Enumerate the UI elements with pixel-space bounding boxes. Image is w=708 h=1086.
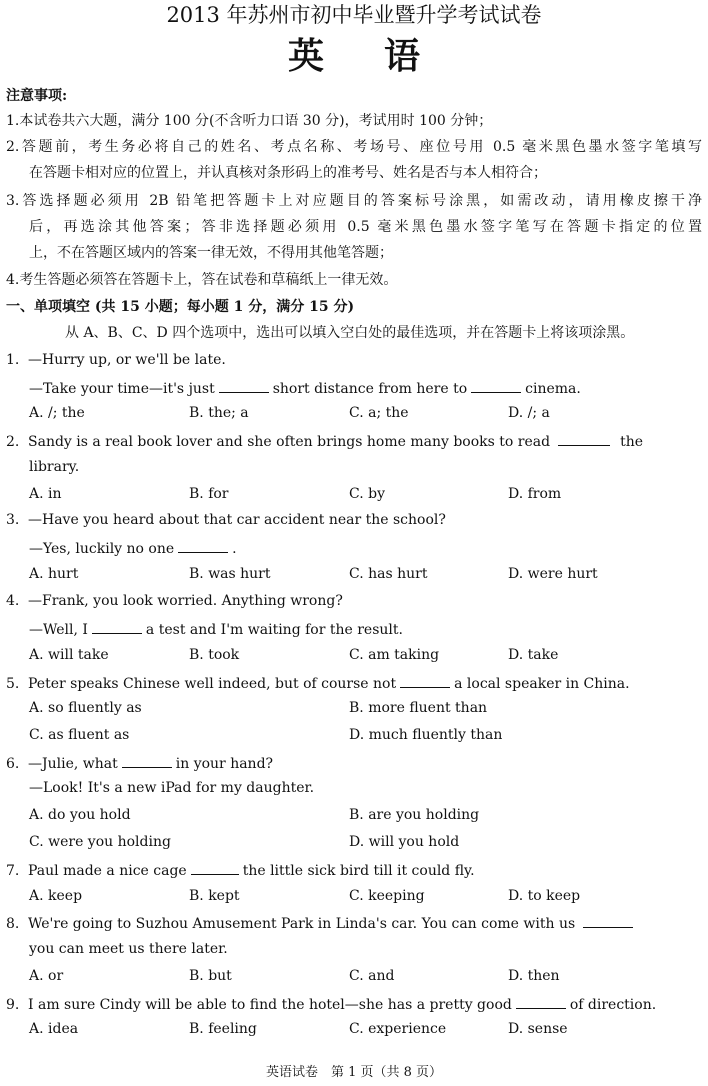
question-text: of direction. xyxy=(569,997,657,1013)
question-text: in your hand? xyxy=(175,756,274,772)
question-text: short distance from here to xyxy=(272,381,468,397)
page-footer: 英语试卷 第 1 页（共 8 页） xyxy=(265,1065,443,1080)
answer-blank xyxy=(219,377,269,393)
option-b: B. took xyxy=(189,647,240,663)
question-text: I am sure Cindy will be able to find the hotel—she has a pretty good xyxy=(28,997,512,1013)
question-number: 6. xyxy=(6,756,20,772)
option-c: C. as fluent as xyxy=(29,727,130,743)
question-text: —Frank, you look worried. Anything wrong? xyxy=(28,593,343,609)
question-number: 2. xyxy=(6,434,20,450)
section-1-title: 一、单项填空 (共 15 小题；每小题 1 分，满分 15 分) xyxy=(6,299,355,315)
question-text: —Well, I xyxy=(29,622,88,638)
option-d: D. take xyxy=(508,647,559,663)
question-text: —Julie, what xyxy=(28,756,118,772)
option-d: D. /; a xyxy=(508,405,550,421)
section-1-instruction: 从 A、B、C、D 四个选项中，选出可以填入空白处的最佳选项，并在答题卡上将该项涂黑。 xyxy=(65,325,635,341)
question-text: the xyxy=(620,434,643,450)
option-b: B. for xyxy=(189,486,229,502)
note-3-line-1: 3.答选择题必须用 2B 铅笔把答题卡上对应题目的答案标号涂黑，如需改动，请用橡皮擦干净 xyxy=(6,193,702,209)
option-a: A. /; the xyxy=(29,405,85,421)
question-number: 8. xyxy=(6,916,20,932)
option-d: D. then xyxy=(508,968,560,984)
option-a: A. idea xyxy=(29,1021,79,1037)
subject-title: 英语 xyxy=(287,35,480,77)
question-7 xyxy=(6,859,702,881)
answer-blank xyxy=(558,430,610,446)
option-a: A. or xyxy=(29,968,64,984)
option-a: A. keep xyxy=(29,888,83,904)
options-row xyxy=(29,1019,702,1039)
option-d: D. were hurt xyxy=(508,566,598,582)
question-number: 1. xyxy=(6,352,20,368)
option-c: C. and xyxy=(349,968,395,984)
question-text: cinema. xyxy=(525,381,581,397)
note-3-line-2: 后，再选涂其他答案；答非选择题必须用 0.5 毫米黑色墨水签字笔写在答题卡指定的位置 xyxy=(29,219,702,235)
question-number: 7. xyxy=(6,863,20,879)
question-text: a local speaker in China. xyxy=(454,676,630,692)
question-1-line-2 xyxy=(29,377,702,399)
option-a: A. do you hold xyxy=(29,807,131,823)
option-b: B. was hurt xyxy=(189,566,271,582)
option-c: C. a; the xyxy=(349,405,409,421)
option-b: B. feeling xyxy=(189,1021,257,1037)
option-a: A. in xyxy=(29,486,62,502)
question-1 xyxy=(6,350,702,370)
option-c: C. experience xyxy=(349,1021,447,1037)
question-text: Sandy is a real book lover and she often brings home many books to read xyxy=(28,434,551,450)
answer-blank xyxy=(92,618,142,634)
option-c: C. keeping xyxy=(349,888,425,904)
question-6 xyxy=(6,752,702,774)
options-row xyxy=(29,725,702,745)
option-d: D. sense xyxy=(508,1021,568,1037)
question-number: 4. xyxy=(6,593,20,609)
option-c: C. by xyxy=(349,486,385,502)
answer-blank xyxy=(178,537,228,553)
answer-blank xyxy=(122,752,172,768)
question-9 xyxy=(6,993,702,1015)
notes-heading: 注意事项: xyxy=(6,88,68,104)
question-text: —Yes, luckily no one xyxy=(29,541,175,557)
option-d: D. from xyxy=(508,486,562,502)
options-row xyxy=(29,698,702,718)
question-text: the little sick bird till it could fly. xyxy=(242,863,475,879)
question-text: a test and I'm waiting for the result. xyxy=(145,622,403,638)
option-a: A. so fluently as xyxy=(29,700,142,716)
option-c: C. has hurt xyxy=(349,566,428,582)
options-row xyxy=(29,484,702,504)
question-text: Paul made a nice cage xyxy=(28,863,187,879)
question-number: 3. xyxy=(6,512,20,528)
exam-title: 2013 年苏州市初中毕业暨升学考试试卷 xyxy=(166,3,542,27)
options-row xyxy=(29,805,702,825)
options-row xyxy=(29,832,702,852)
option-b: B. are you holding xyxy=(349,807,480,823)
question-3 xyxy=(6,510,702,530)
question-number: 5. xyxy=(6,676,20,692)
question-text: We're going to Suzhou Amusement Park in Linda's car. You can come with us xyxy=(28,916,576,932)
option-b: B. kept xyxy=(189,888,240,904)
answer-blank xyxy=(191,859,239,875)
option-c: C. were you holding xyxy=(29,834,171,850)
note-2-line-1: 2.答题前，考生务必将自己的姓名、考点名称、考场号、座位号用 0.5 毫米黑色墨水签字笔填写 xyxy=(6,139,702,155)
option-d: D. to keep xyxy=(508,888,581,904)
question-4 xyxy=(6,591,702,611)
question-text: —Take your time—it's just xyxy=(29,381,215,397)
option-b: B. but xyxy=(189,968,232,984)
question-5 xyxy=(6,672,702,694)
answer-blank xyxy=(400,672,450,688)
question-number: 9. xyxy=(6,997,20,1013)
note-1: 1.本试卷共六大题，满分 100 分(不含听力口语 30 分)，考试用时 100 分钟； xyxy=(6,113,493,129)
answer-blank xyxy=(583,912,633,928)
question-text: Peter speaks Chinese well indeed, but of course not xyxy=(28,676,397,692)
note-3-line-3: 上，不在答题区域内的答案一律无效，不得用其他笔答题； xyxy=(29,245,393,261)
options-row xyxy=(29,966,702,986)
note-4: 4.考生答题必须答在答题卡上，答在试卷和草稿纸上一律无效。 xyxy=(6,272,398,288)
question-2-line-2: library. xyxy=(29,459,80,475)
answer-blank xyxy=(516,993,566,1009)
question-3-line-2 xyxy=(29,537,702,559)
question-6-line-2: —Look! It's a new iPad for my daughter. xyxy=(29,780,315,796)
option-b: B. more fluent than xyxy=(349,700,488,716)
question-4-line-2 xyxy=(29,618,702,640)
question-text: . xyxy=(232,541,237,557)
note-2-line-2: 在答题卡相对应的位置上，并认真核对条形码上的准考号、姓名是否与本人相符合； xyxy=(29,165,547,181)
options-row xyxy=(29,403,702,423)
question-8-line-2: you can meet us there later. xyxy=(29,941,228,957)
question-text: —Have you heard about that car accident near the school? xyxy=(28,512,446,528)
option-a: A. hurt xyxy=(29,566,79,582)
options-row xyxy=(29,564,702,584)
option-c: C. am taking xyxy=(349,647,440,663)
question-8 xyxy=(6,912,702,934)
option-d: D. much fluently than xyxy=(349,727,503,743)
options-row xyxy=(29,886,702,906)
question-text: —Hurry up, or we'll be late. xyxy=(28,352,226,368)
question-2 xyxy=(6,430,702,452)
options-row xyxy=(29,645,702,665)
option-d: D. will you hold xyxy=(349,834,460,850)
option-a: A. will take xyxy=(29,647,109,663)
answer-blank xyxy=(471,377,521,393)
option-b: B. the; a xyxy=(189,405,249,421)
